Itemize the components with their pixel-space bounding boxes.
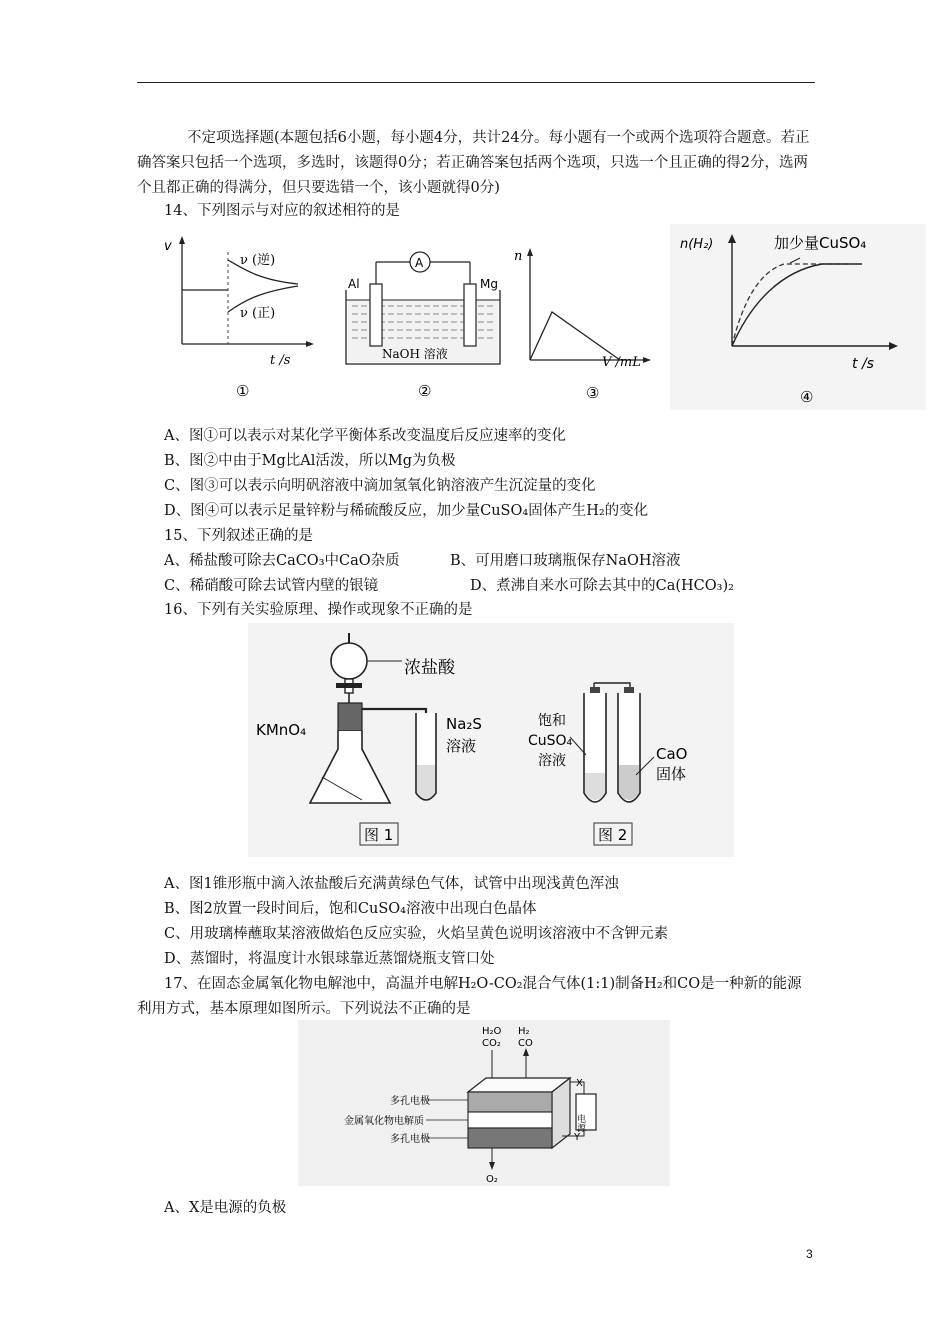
question-14-stem: 14、下列图示与对应的叙述相符的是: [164, 203, 400, 219]
q15-option-a: A、稀盐酸可除去CaCO₃中CaO杂质: [164, 553, 400, 569]
q14-option-c: C、图③可以表示向明矾溶液中滴加氢氧化钠溶液产生沉淀量的变化: [164, 478, 596, 494]
q16-na2s-solution-label: 溶液: [446, 737, 477, 755]
q15-option-c: C、稀硝酸可除去试管内壁的银镜: [164, 578, 379, 594]
fig1-x-label: t /s: [270, 353, 291, 368]
q14-figure-2: [340, 240, 510, 407]
fig3-number: ③: [586, 384, 600, 402]
fig2-solution-label: NaOH 溶液: [382, 347, 448, 361]
q16-hcl-label: 浓盐酸: [404, 658, 455, 678]
section-intro: 不定项选择题(本题包括6小题，每小题4分，共计24分。每小题有一个或两个选项符合题意。若正确答案只包括一个选项，多选时，该题得0分；若正确答案包括两个选项，只选一个且正确的得2分，选两个且都正确的得满分，但只要选错一个，该小题就得0分): [137, 130, 810, 196]
fig2-right-electrode-label: Mg: [480, 277, 498, 291]
q16-cuso4-label-3: 溶液: [538, 753, 566, 769]
fig1-upper-label: ν (逆): [240, 253, 276, 268]
q17-y-label: Y: [574, 1132, 581, 1143]
q16-option-a: A、图1锥形瓶中滴入浓盐酸后充满黄绿色气体，试管中出现浅黄色浑浊: [164, 876, 619, 892]
q17-in-h2o: H₂O: [482, 1026, 502, 1037]
question-15-stem: 15、下列叙述正确的是: [164, 528, 313, 544]
question-17-stem: 17、在固态金属氧化物电解池中，高温并电解H₂O-CO₂混合气体(1:1)制备H₂和CO是一种新的能源利用方式，基本原理如图所示。下列说法不正确的是: [137, 976, 802, 1017]
page-number: 3: [806, 1247, 813, 1261]
q16-na2s-label: Na₂S: [446, 715, 482, 733]
q14-figure-4: [672, 226, 924, 408]
ammeter-label: A: [415, 256, 424, 270]
q17-figure: [300, 1022, 668, 1184]
q14-option-d: D、图④可以表示足量锌粉与稀硫酸反应，加少量CuSO₄固体产生H₂的变化: [164, 503, 649, 519]
q14-option-a: A、图①可以表示对某化学平衡体系改变温度后反应速率的变化: [164, 428, 566, 444]
header-rule: [137, 82, 815, 83]
fig2-number: ②: [418, 382, 432, 400]
q17-electrolyte-label: 金属氧化物电解质: [344, 1116, 424, 1127]
q14-option-b: B、图②中由于Mg比Al活泼，所以Mg为负极: [164, 453, 456, 469]
question-16-stem: 16、下列有关实验原理、操作或现象不正确的是: [164, 602, 473, 618]
q16-option-d: D、蒸馏时，将温度计水银球靠近蒸馏烧瓶支管口处: [164, 951, 495, 967]
q15-option-b: B、可用磨口玻璃瓶保存NaOH溶液: [450, 553, 681, 569]
fig2-left-electrode-label: Al: [348, 277, 360, 291]
fig4-number: ④: [800, 388, 814, 406]
q16-cao-label-2: 固体: [656, 765, 687, 783]
q17-bottom-electrode-label: 多孔电极: [390, 1134, 430, 1145]
q17-in-co2: CO₂: [482, 1038, 501, 1049]
q16-cao-label-1: CaO: [656, 745, 688, 763]
q17-o2-label: O₂: [486, 1174, 498, 1184]
q14-figure-3: [510, 242, 660, 407]
q14-figure-1: [160, 232, 320, 407]
q17-out-h2: H₂: [518, 1026, 530, 1037]
q17-x-label: X: [576, 1078, 583, 1089]
q16-cuso4-label-1: 饱和: [538, 713, 566, 729]
q17-option-a: A、X是电源的负极: [164, 1200, 287, 1216]
q16-fig2-caption: 图 2: [598, 826, 628, 844]
q16-kmno4-label: KMnO₄: [256, 721, 307, 739]
fig4-x-label: t /s: [852, 356, 874, 372]
q16-option-b: B、图2放置一段时间后，饱和CuSO₄溶液中出现白色晶体: [164, 901, 537, 917]
fig1-y-label: v: [164, 239, 172, 254]
fig3-x-label: V /mL: [602, 355, 641, 370]
q17-out-co: CO: [518, 1038, 533, 1049]
q17-power-label: 电源: [575, 1114, 585, 1132]
fig4-y-label: n(H₂): [680, 237, 714, 252]
fig3-y-label: n: [514, 249, 523, 264]
fig4-note: 加少量CuSO₄: [774, 234, 867, 252]
q16-cuso4-label-2: CuSO₄: [528, 733, 573, 749]
q15-option-d: D、煮沸自来水可除去其中的Ca(HCO₃)₂: [470, 578, 734, 594]
q16-fig1-caption: 图 1: [364, 826, 394, 844]
fig1-lower-label: ν (正): [240, 306, 276, 321]
q17-top-electrode-label: 多孔电极: [390, 1096, 430, 1107]
q16-figure: [250, 625, 732, 855]
q16-option-c: C、用玻璃棒蘸取某溶液做焰色反应实验，火焰呈黄色说明该溶液中不含钾元素: [164, 926, 669, 942]
fig1-number: ①: [236, 382, 250, 400]
